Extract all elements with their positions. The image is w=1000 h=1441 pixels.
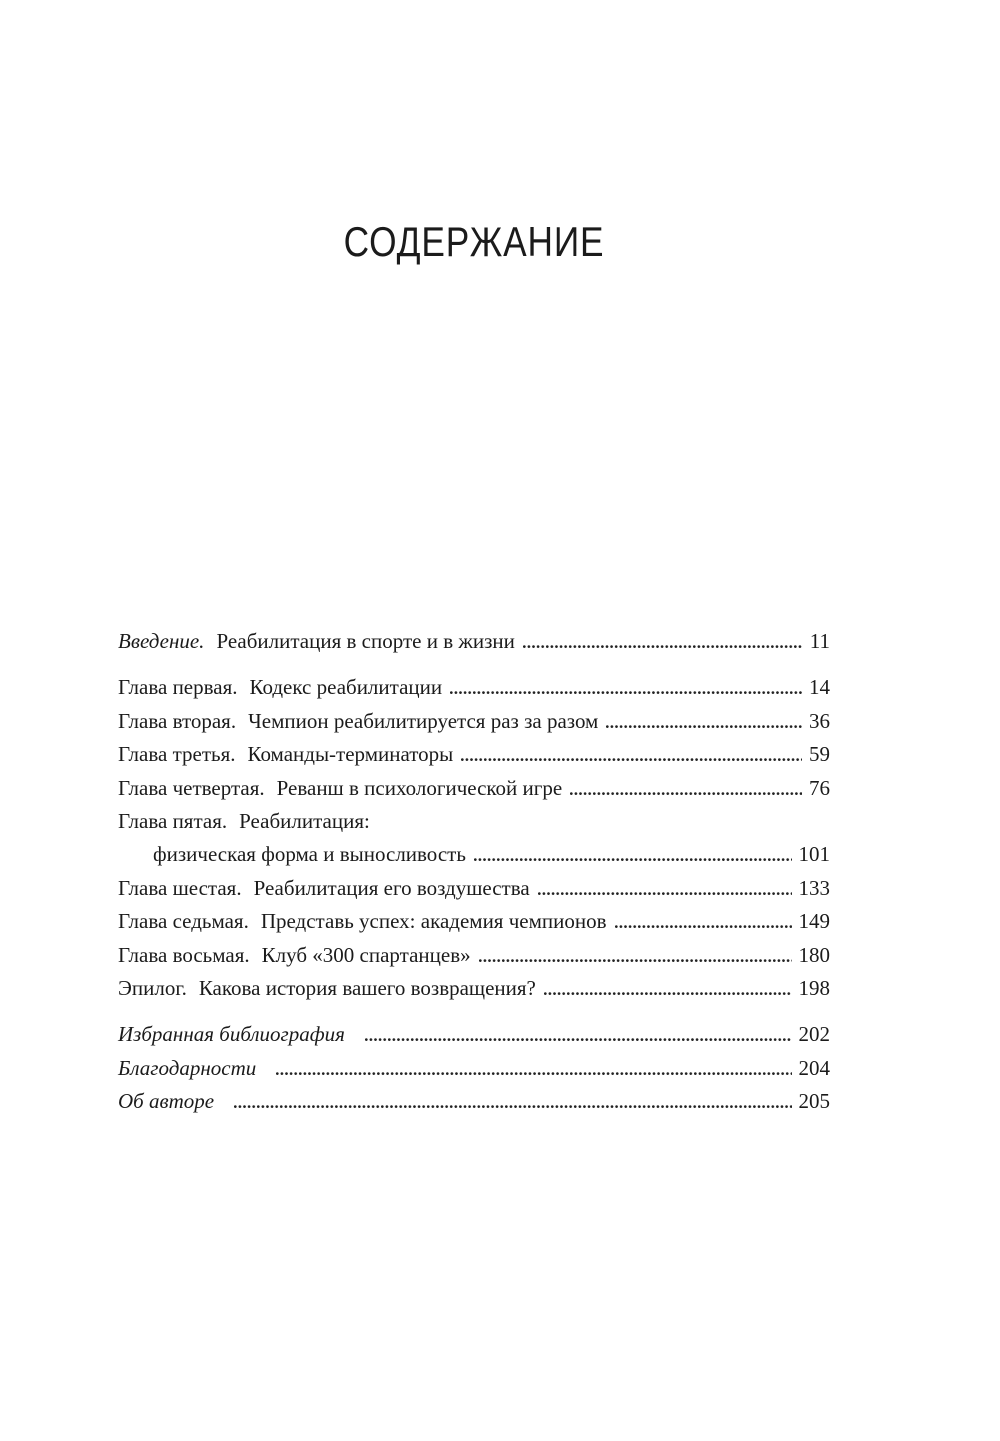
entry-prefix: Глава шестая. <box>118 875 242 900</box>
entry-title: Клуб «300 спартанцев» <box>261 942 471 967</box>
toc-entry <box>118 905 830 938</box>
toc-entry <box>118 1085 830 1118</box>
entry-prefix: Об авторе <box>118 1089 215 1114</box>
entry-page-number: 11 <box>809 629 830 653</box>
entry-page-number: 101 <box>798 842 830 867</box>
toc-entry <box>118 1018 830 1051</box>
entry-title: Реабилитация: <box>239 809 370 834</box>
entry-prefix: Глава пятая. <box>118 809 228 834</box>
entry-page-number: 198 <box>798 976 830 1001</box>
entry-leader-dots <box>479 959 792 962</box>
toc-entry <box>118 625 830 658</box>
entry-prefix: Глава вторая. <box>118 708 237 733</box>
entry-title: Кодекс реабилитации <box>249 675 443 700</box>
entry-title: Реабилитация его воздушества <box>253 875 530 900</box>
entry-leader-dots <box>365 1038 792 1041</box>
entry-leader-dots <box>606 725 802 728</box>
entry-prefix: Благодарности <box>118 1055 257 1080</box>
toc-entry <box>118 872 830 905</box>
entry-leader-dots <box>276 1072 791 1075</box>
entry-leader-dots <box>570 792 802 795</box>
entry-title: Чемпион реабилитируется раз за разом <box>248 708 599 733</box>
entry-leader-dots <box>450 691 802 694</box>
entry-leader-dots <box>234 1105 791 1108</box>
entry-prefix: Эпилог. <box>118 976 187 1001</box>
entry-leader-dots <box>538 892 792 895</box>
entry-page-number: 180 <box>798 942 830 967</box>
toc-entry <box>118 671 830 704</box>
entry-title: Команды-терминаторы <box>247 742 454 767</box>
toc-entry <box>118 772 830 805</box>
entry-title: Реабилитация в спорте и в жизни <box>216 629 515 653</box>
entry-page-number: 133 <box>798 875 830 900</box>
entry-page-number: 205 <box>798 1089 830 1114</box>
entry-page-number: 204 <box>798 1055 830 1080</box>
entry-page-number: 14 <box>809 675 830 700</box>
entry-title: Какова история вашего возвращения? <box>198 976 536 1001</box>
entry-prefix: Введение. <box>118 629 205 653</box>
toc-entry <box>118 1052 830 1085</box>
entry-page-number: 76 <box>809 775 830 800</box>
entry-leader-dots <box>523 645 803 648</box>
entry-page-number: 202 <box>798 1022 830 1047</box>
entry-leader-dots <box>544 992 792 995</box>
entry-leader-dots <box>474 858 792 861</box>
toc-entry <box>118 838 830 871</box>
toc-entry <box>118 705 830 738</box>
entry-title: Представь успех: академия чемпионов <box>260 909 607 934</box>
entry-page-number: 36 <box>809 708 830 733</box>
page-title: СОДЕРЖАНИЕ <box>343 218 605 265</box>
entry-leader-dots <box>461 758 802 761</box>
toc-entry <box>118 972 830 1005</box>
entry-prefix: Глава первая. <box>118 675 238 700</box>
entry-page-number: 59 <box>809 742 830 767</box>
entry-prefix: Избранная библиография <box>118 1022 345 1047</box>
entry-prefix: Глава четвертая. <box>118 775 265 800</box>
toc-entry <box>118 805 830 838</box>
entry-title: Реванш в психологической игре <box>276 775 563 800</box>
entry-prefix: Глава восьмая. <box>118 942 250 967</box>
entry-prefix: Глава седьмая. <box>118 909 249 934</box>
toc-entry <box>118 738 830 771</box>
entry-prefix: Глава третья. <box>118 742 236 767</box>
entry-leader-dots <box>615 925 792 928</box>
entry-page-number: 149 <box>798 909 830 934</box>
toc-entry <box>118 939 830 972</box>
toc-list <box>118 625 830 1119</box>
entry-title: физическая форма и выносливость <box>153 842 466 867</box>
